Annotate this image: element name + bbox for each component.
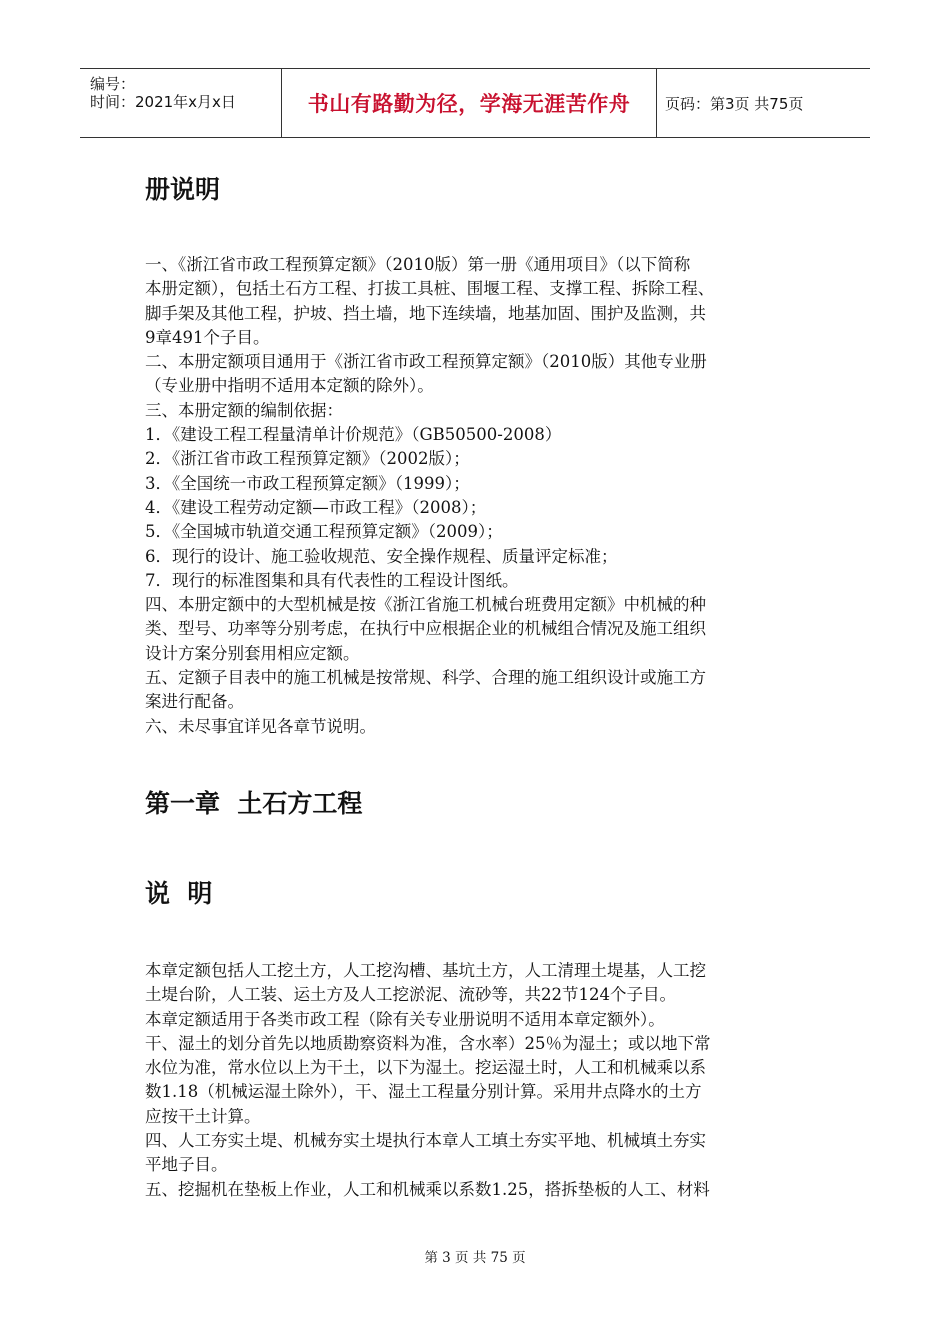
header-page-info: 页码：第3页 共75页	[665, 94, 804, 113]
section-notes-body	[145, 959, 810, 1202]
paragraph-line: 7．现行的标准图集和具有代表性的工程设计图纸。	[145, 570, 519, 590]
paragraph-line: 本章定额包括人工挖土方，人工挖沟槽、基坑土方，人工清理土堤基，人工挖	[145, 961, 706, 980]
paragraph-line: 案进行配备。	[145, 692, 244, 712]
paragraph-line: 干、湿土的划分首先以地质勘察资料为准，含水率）25％为湿土；或以地下常	[145, 1033, 711, 1053]
paragraph-line: 5．《全国城市轨道交通工程预算定额》（2009）；	[145, 522, 503, 542]
paragraph-line: 脚手架及其他工程，护坡、挡土墙，地下连续墙，地基加固、围护及监测，共	[145, 303, 706, 323]
chapter-title: 第一章 土石方工程	[145, 789, 363, 818]
paragraph-line: 3．《全国统一市政工程预算定额》（1999）；	[145, 473, 470, 493]
paragraph-line: 五、挖掘机在垫板上作业，人工和机械乘以系数1.25，搭拆垫板的人工、材料	[145, 1179, 710, 1199]
paragraph-line: 应按干土计算。	[145, 1106, 261, 1126]
header-motto-cell	[282, 69, 657, 137]
paragraph-line: 类、型号、功率等分别考虑，在执行中应根据企业的机械组合情况及施工组织	[145, 619, 706, 639]
paragraph-line: 9章491个子目。	[145, 327, 270, 347]
paragraph-line: 四、人工夯实土堤、机械夯实土堤执行本章人工填土夯实平地、机械填土夯实	[145, 1131, 706, 1151]
document-time-label: 时间：2021年x月x日	[90, 93, 236, 111]
paragraph-line: 2．《浙江省市政工程预算定额》（2002版）；	[145, 449, 470, 469]
paragraph-line: 1．《建设工程工程量清单计价规范》（GB50500-2008）	[145, 425, 562, 445]
paragraph-line: 二、本册定额项目通用于《浙江省市政工程预算定额》（2010版）其他专业册	[145, 352, 707, 372]
header-page-cell	[657, 69, 870, 137]
paragraph-line: 水位为准，常水位以上为干土，以下为湿土。挖运湿土时，人工和机械乘以系	[145, 1058, 706, 1078]
header-meta-cell	[80, 69, 282, 137]
paragraph-line: 四、本册定额中的大型机械是按《浙江省施工机械台班费用定额》中机械的种	[145, 595, 706, 615]
paragraph-line: 6．现行的设计、施工验收规范、安全操作规程、质量评定标准；	[145, 546, 618, 566]
paragraph-line: 五、定额子目表中的施工机械是按常规、科学、合理的施工组织设计或施工方	[145, 668, 706, 688]
page-footer: 第 3 页 共 75 页	[424, 1250, 526, 1266]
paragraph-line: 本册定额），包括土石方工程、打拔工具桩、围堰工程、支撑工程、拆除工程、	[145, 279, 715, 299]
paragraph-line: 土堤台阶，人工装、运土方及人工挖淤泥、流砂等，共22节124个子目。	[145, 985, 676, 1005]
paragraph-line: 4．《建设工程劳动定额—市政工程》（2008）；	[145, 497, 487, 517]
document-number-label: 编号：	[90, 75, 136, 93]
paragraph-line: 三、本册定额的编制依据：	[145, 400, 343, 420]
header-table	[80, 68, 870, 138]
paragraph-line: 平地子目。	[145, 1155, 228, 1175]
section-title-notes: 说 明	[145, 879, 213, 908]
section-title-volume-notes: 册说明	[145, 175, 221, 204]
paragraph-line: 一、《浙江省市政工程预算定额》（2010版）第一册《通用项目》（以下简称	[145, 255, 691, 274]
paragraph-line: （专业册中指明不适用本定额的除外）。	[145, 376, 434, 396]
header-motto: 书山有路勤为径，学海无涯苦作舟	[307, 92, 631, 116]
paragraph-line: 设计方案分别套用相应定额。	[145, 643, 360, 663]
paragraph-line: 本章定额适用于各类市政工程（除有关专业册说明不适用本章定额外）。	[145, 1009, 665, 1029]
section-volume-notes-body	[145, 253, 810, 739]
paragraph-line: 数1.18（机械运湿土除外），干、湿土工程量分别计算。采用井点降水的土方	[145, 1082, 702, 1102]
paragraph-line: 六、未尽事宜详见各章节说明。	[145, 716, 376, 736]
